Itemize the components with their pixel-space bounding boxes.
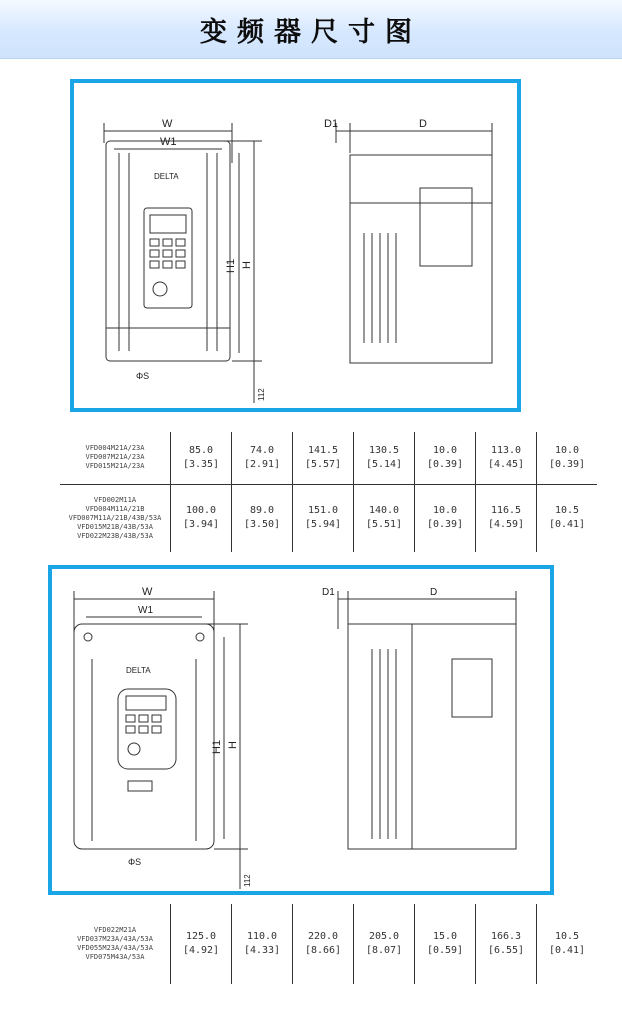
drawing-2-svg	[52, 569, 550, 891]
dial-knob	[128, 743, 140, 755]
keypad-outline	[118, 689, 176, 769]
label-h: H	[241, 261, 253, 269]
label-h1: H1	[225, 258, 237, 273]
model-list	[60, 904, 171, 984]
model-name: VFD007M11A/21B/43B/53A	[68, 513, 162, 522]
label-h: H	[227, 741, 239, 749]
value-cell-w: 125.0 [4.92]	[171, 904, 232, 984]
label-w1: W1	[138, 605, 153, 616]
value-cell-w: 85.0 [3.35]	[171, 432, 232, 484]
label-w: W	[142, 586, 153, 598]
logo-text: DELTA	[126, 666, 151, 675]
value-cell-h1: 205.0 [8.07]	[354, 904, 415, 984]
dimension-table-1	[60, 432, 597, 552]
value-cell-h: 151.0 [5.94]	[293, 484, 354, 552]
value-cell-s: 10.0 [0.39]	[537, 432, 598, 484]
label-h1: H1	[211, 739, 223, 754]
label-w: W	[162, 118, 173, 130]
side-window	[420, 188, 472, 266]
side-window	[452, 659, 492, 717]
label-d: D	[430, 587, 438, 598]
value-cell-d: 116.5 [4.59]	[476, 484, 537, 552]
label-bottom-112: 112	[257, 388, 266, 401]
model-list	[60, 484, 171, 552]
value-cell-d1: 10.0 [0.39]	[415, 484, 476, 552]
model-name: VFD002M11A	[93, 495, 137, 504]
model-name: VFD022M21A	[93, 926, 137, 934]
label-phi-s: ΦS	[136, 371, 150, 381]
value-cell-w: 100.0 [3.94]	[171, 484, 232, 552]
value-cell-h1: 140.0 [5.51]	[354, 484, 415, 552]
page-title: 变频器尺寸图	[200, 16, 422, 48]
value-cell-s: 10.5 [0.41]	[537, 904, 598, 984]
model-name: VFD015M21B/43B/53A	[77, 522, 153, 531]
model-name: VFD004M11A/21B	[85, 504, 145, 513]
dimension-table-2	[60, 904, 597, 984]
side-body-outline	[348, 624, 516, 849]
label-d: D	[419, 118, 427, 130]
model-name: VFD007M21A/23A	[85, 453, 145, 462]
front-body-outline	[74, 624, 214, 849]
label-phi-s: ΦS	[128, 857, 142, 867]
label-w1: W1	[160, 136, 177, 148]
table-row	[60, 432, 597, 484]
value-cell-d: 166.3 [6.55]	[476, 904, 537, 984]
keypad-outline	[144, 208, 192, 308]
title-banner	[0, 0, 622, 59]
model-list	[60, 432, 171, 484]
model-name: VFD055M23A/43A/53A	[77, 944, 153, 952]
value-cell-h1: 130.5 [5.14]	[354, 432, 415, 484]
value-cell-d1: 10.0 [0.39]	[415, 432, 476, 484]
value-cell-d: 113.0 [4.45]	[476, 432, 537, 484]
display-window	[126, 696, 166, 710]
value-cell-s: 10.5 [0.41]	[537, 484, 598, 552]
label-bottom-112: 112	[243, 874, 252, 887]
model-name: VFD004M21A/23A	[85, 444, 145, 453]
dial-knob	[153, 282, 167, 296]
table-row	[60, 904, 597, 984]
model-name: VFD015M21A/23A	[85, 462, 145, 471]
value-cell-h: 220.0 [8.66]	[293, 904, 354, 984]
side-body-outline	[350, 155, 492, 363]
value-cell-h: 141.5 [5.57]	[293, 432, 354, 484]
logo-text: DELTA	[154, 172, 179, 181]
model-name: VFD075M43A/53A	[85, 953, 145, 961]
value-cell-w1: 110.0 [4.33]	[232, 904, 293, 984]
table-row	[60, 484, 597, 552]
label-d1: D1	[322, 587, 335, 598]
value-cell-d1: 15.0 [0.59]	[415, 904, 476, 984]
dimension-drawing-panel-2	[48, 565, 554, 895]
value-cell-w1: 89.0 [3.50]	[232, 484, 293, 552]
model-name: VFD022M23B/43B/53A	[77, 531, 153, 540]
dimension-drawing-panel-1	[70, 79, 521, 412]
drawing-1-svg	[74, 83, 517, 408]
label-d1: D1	[324, 118, 339, 130]
value-cell-w1: 74.0 [2.91]	[232, 432, 293, 484]
model-name: VFD037M23A/43A/53A	[77, 935, 153, 943]
display-window	[150, 215, 186, 233]
